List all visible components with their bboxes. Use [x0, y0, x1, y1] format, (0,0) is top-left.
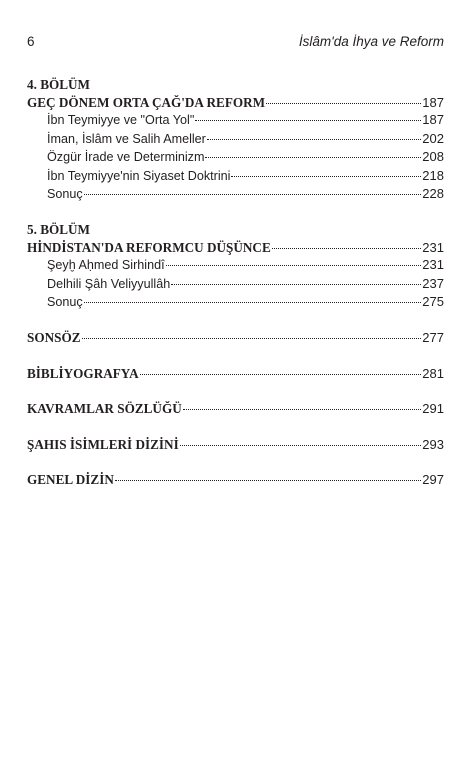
toc-entry-title: SONSÖZ: [27, 329, 81, 345]
dot-leader: [82, 338, 422, 339]
toc-entry-kavramlar-sozlugu: [27, 400, 444, 418]
toc-entry-title: Sonuç: [47, 295, 83, 310]
toc-entry-title: HİNDİSTAN'DA REFORMCU DÜŞÜNCE: [27, 239, 271, 255]
dot-leader: [183, 409, 422, 410]
dot-leader: [180, 445, 422, 446]
toc-entry-title: Sonuç: [47, 187, 83, 202]
chapter-4-label: 4. BÖLÜM: [27, 77, 91, 92]
toc-entry: [27, 293, 444, 312]
toc-entry-page: 228: [422, 186, 444, 202]
toc-entry-page: 187: [422, 94, 444, 110]
toc-entry-page: 293: [422, 436, 444, 452]
dot-leader: [207, 139, 421, 140]
toc-entry-sonsoz: [27, 329, 444, 347]
toc-entry-title: Delhili Şâh Veliyyullâh: [47, 276, 171, 291]
toc-entry-title: İbn Teymiyye ve "Orta Yol": [47, 113, 195, 128]
dot-leader: [266, 103, 421, 104]
toc-entry-page: 277: [422, 329, 444, 345]
toc-entry-page: 231: [422, 239, 444, 255]
toc-entry-bibliyografya: [27, 365, 444, 383]
spacer: [27, 312, 444, 329]
dot-leader: [84, 302, 422, 303]
toc-entry: [27, 130, 444, 149]
toc-entry: [27, 111, 444, 130]
toc-entry-page: 187: [422, 112, 444, 128]
toc-entry-page: 231: [422, 257, 444, 273]
toc-entry-page: 275: [422, 294, 444, 310]
toc-entry-title: GEÇ DÖNEM ORTA ÇAĞ'DA REFORM: [27, 94, 266, 110]
spacer: [27, 382, 444, 400]
page-header: [27, 34, 444, 49]
spacer: [27, 347, 444, 365]
toc-entry-title: KAVRAMLAR SÖZLÜĞÜ: [27, 401, 182, 417]
toc-entry-page: 281: [422, 365, 444, 381]
dot-leader: [171, 284, 421, 285]
toc-entry-title: İbn Teymiyye'nin Siyaset Doktrini: [47, 168, 231, 183]
toc-entry: [27, 185, 444, 204]
dot-leader: [272, 248, 422, 249]
toc-entry-page: 208: [422, 149, 444, 165]
dot-leader: [205, 157, 421, 158]
toc-entry-title: GENEL DİZİN: [27, 472, 114, 488]
toc-entry-title: Şeyḫ Aḥmed Sirhindî: [47, 258, 165, 273]
dot-leader: [166, 265, 422, 266]
toc-entry-page: 237: [422, 275, 444, 291]
toc-entry-sahis-isimleri-dizini: [27, 436, 444, 454]
dot-leader: [115, 480, 421, 481]
dot-leader: [231, 176, 421, 177]
toc-entry: [27, 275, 444, 294]
running-title: İslâm'da İhya ve Reform: [298, 34, 444, 49]
chapter-5-label: 5. BÖLÜM: [27, 222, 91, 238]
toc-entry: [27, 167, 444, 186]
toc-entry-page: 218: [422, 167, 444, 183]
toc-entry-title: İman, İslâm ve Salih Ameller: [47, 131, 206, 146]
toc-entry: [27, 148, 444, 167]
toc-entry-title: Özgür İrade ve Determinizm: [47, 150, 205, 165]
spacer: [27, 453, 444, 471]
spacer: [27, 418, 444, 436]
toc-entry: [27, 256, 444, 275]
dot-leader: [140, 374, 422, 375]
dot-leader: [84, 194, 422, 195]
toc-entry-page: 297: [422, 472, 444, 488]
toc-entry-genel-dizin: [27, 471, 444, 489]
toc-entry-title: BİBLİYOGRAFYA: [27, 365, 139, 381]
spacer: [27, 204, 444, 221]
dot-leader: [195, 120, 421, 121]
page-number: 6: [27, 34, 35, 49]
toc-entry-page: 202: [422, 130, 444, 146]
toc-entry-chapter-4: [27, 94, 444, 112]
toc-entry-chapter-5: [27, 239, 444, 257]
table-of-contents: [27, 76, 444, 489]
toc-entry-page: 291: [422, 401, 444, 417]
toc-entry-title: ŞAHIS İSİMLERİ DİZİNİ: [27, 436, 179, 452]
